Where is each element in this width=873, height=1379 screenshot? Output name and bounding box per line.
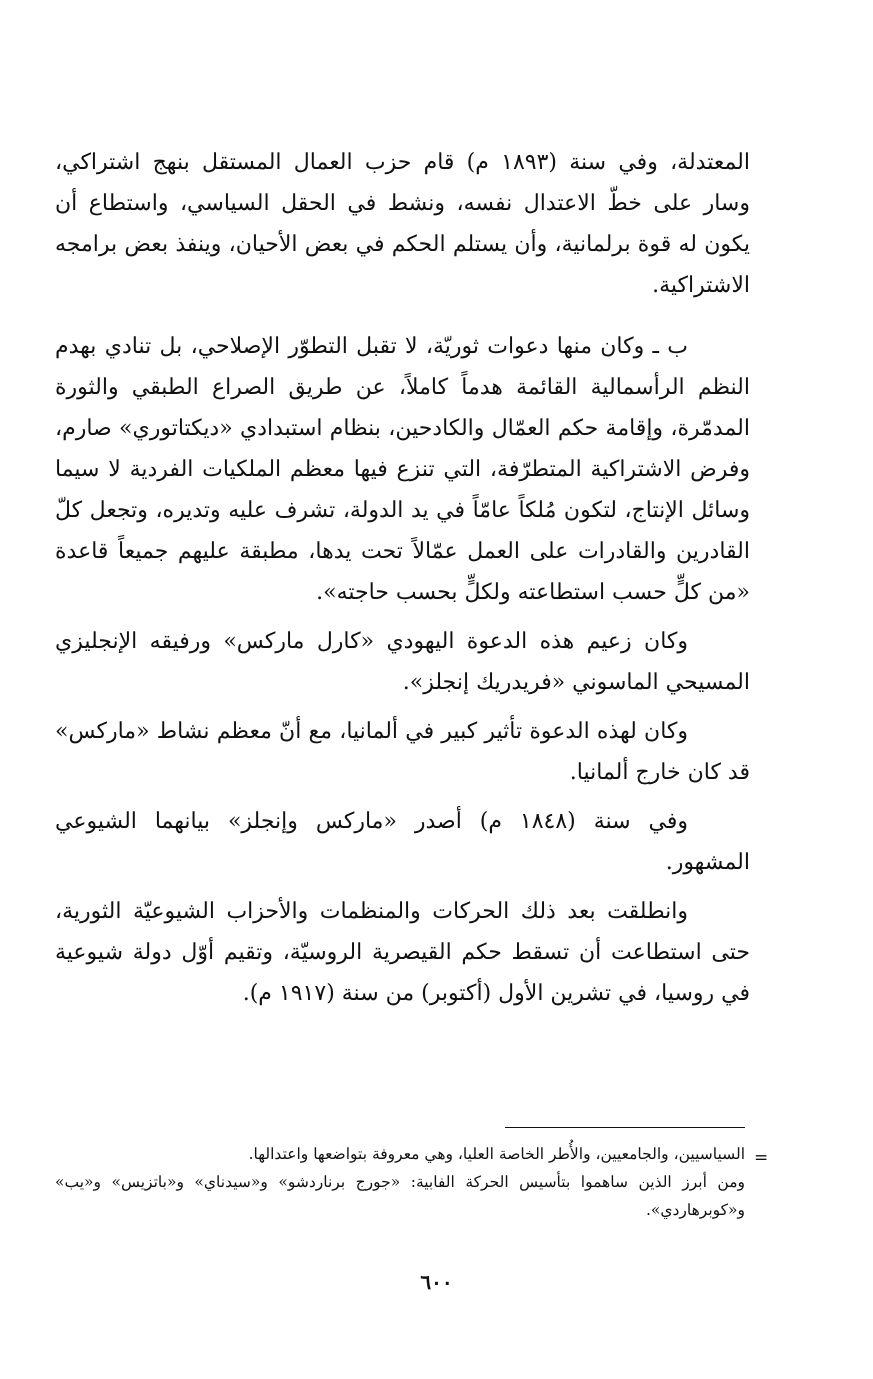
paragraph-1: المعتدلة، وفي سنة (١٨٩٣ م) قام حزب العمال المستقل بنهج اشتراكي، وسار على خطّ الاعتدال نفسه، ونشط في الحقل السياسي، واستطاع أن يكون له قوة برلمانية، وأن يستلم الحكم في بعض الأحيان، وينفذ بعض برامجه الاشتراكية. xyxy=(55,150,750,298)
paragraph-5: وفي سنة (١٨٤٨ م) أصدر «ماركس وإنجلز» بيانهما الشيوعي المشهور. xyxy=(55,809,750,875)
paragraph-4: وكان لهذه الدعوة تأثير كبير في ألمانيا، مع أنّ معظم نشاط «ماركس» قد كان خارج ألمانيا. xyxy=(55,719,750,785)
main-text xyxy=(55,142,750,1014)
paragraph-2: ب ـ وكان منها دعوات ثوريّة، لا تقبل التطوّر الإصلاحي، بل تنادي بهدم النظم الرأسمالية القائمة هدماً كاملاً، عن طريق الصراع الطبقي والثورة المدمّرة، وإقامة حكم العمّال والكادحين، بنظام استبدادي «ديكتاتوري» صارم، وفرض الاشتراكية المتطرّفة، التي تنزع فيها معظم الملكيات الفردية لا سيما وسائل الإنتاج، لتكون مُلكاً عامّاً في يد الدولة، تشرف عليه وتديره، وتجعل كلّ القادرين والقادرات على العمل عمّالاً تحت يدها، مطبقة عليهم جميعاً قاعدة «من كلٍّ حسب استطاعته ولكلٍّ بحسب حاجته». xyxy=(55,334,750,605)
footnote-separator xyxy=(505,1127,745,1128)
footnote-line-2: ومن أبرز الذين ساهموا بتأسيس الحركة الفابية: «جورج برناردشو» و«سيدناي» و«باتزيس» و«يب» و«كوبرهاردي». xyxy=(55,1173,745,1219)
footnote-line-1: السياسيين، والجامعيين، والأُطر الخاصة العليا، وهي معروفة بتواضعها واعتدالها. xyxy=(248,1145,745,1163)
paragraph-3: وكان زعيم هذه الدعوة اليهودي «كارل ماركس» ورفيقه الإنجليزي المسيحي الماسوني «فريدريك إنجلز». xyxy=(55,629,750,695)
footnotes xyxy=(55,1140,745,1224)
footnote-continuation-mark: = xyxy=(754,1148,769,1168)
page-number: ٦٠٠ xyxy=(420,1270,453,1294)
paragraph-6: وانطلقت بعد ذلك الحركات والمنظمات والأحزاب الشيوعيّة الثورية، حتى استطاعت أن تسقط حكم القيصرية الروسيّة، وتقيم أوّل دولة شيوعية في روسيا، في تشرين الأول (أكتوبر) من سنة (١٩١٧ م). xyxy=(55,899,750,1006)
